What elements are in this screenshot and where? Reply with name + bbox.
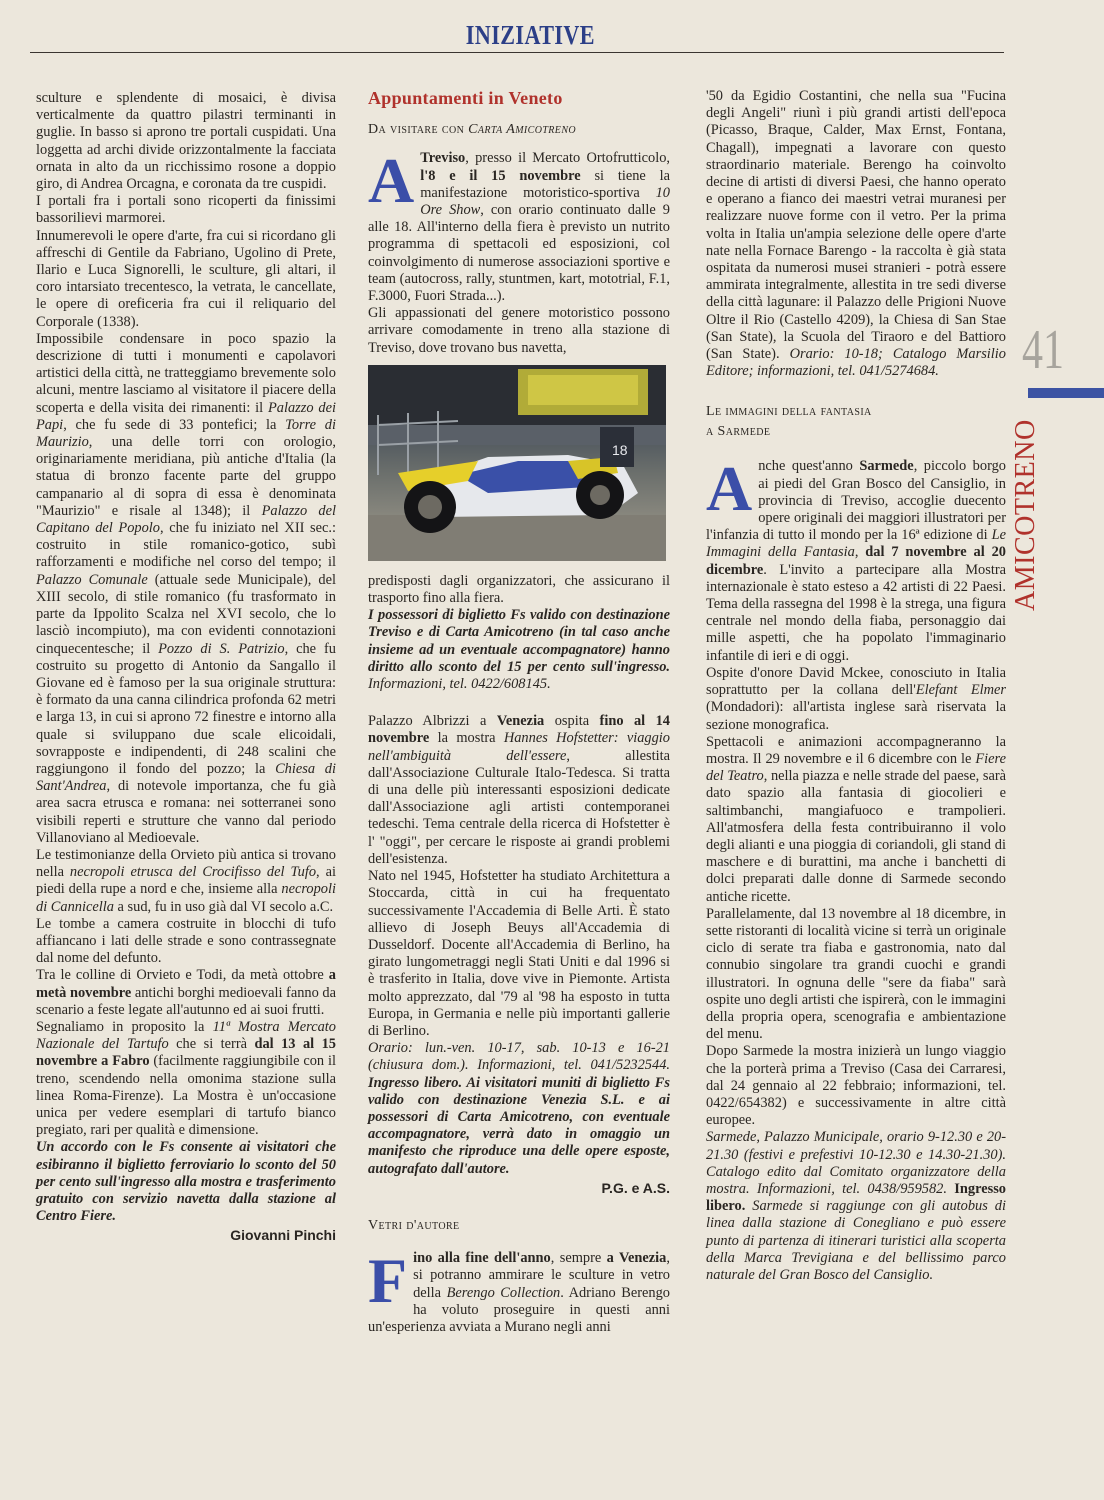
paragraph-bold-italic: Un accordo con le Fs consente ai visitatori che esibiranno il biglietto ferroviario lo sconto del 50 per cento sull'ingresso alla mostra e trasferimento gratuito con servizio navetta dalla stazione al Centro Fiere. xyxy=(36,1139,336,1225)
paragraph: Innumerevoli le opere d'arte, fra cui si ricordano gli affreschi di Gentile da Fabriano, Ugolino di Prete, Ilario e Luca Signorelli, le sculture, gli altari, il coro intarsiato trecentesco, la vetrata, le cancellate, le opere di oreficeria fra cui il reliquario del Corporale (1338). xyxy=(36,227,336,330)
drop-cap: A xyxy=(706,453,753,525)
column-2 xyxy=(368,90,670,1336)
paragraph: Segnaliamo in proposito la 11ª Mostra Mercato Nazionale del Tartufo che si terrà dal 13 al 15 novembre a Fabro (facilmente raggiungibile con il treno, scendendo nella omonima stazione sulla linea Roma-Firenze). La Mostra è un'occasione unica per vedere esemplari di tartufo bianco pregiato, rari per qualità e dimensione. xyxy=(36,1018,337,1139)
race-car-photo xyxy=(368,365,666,561)
paragraph: Le testimonianze della Orvieto più antica si trovano nella necropoli etrusca del Crocifisso del Tufo, ai piedi della rupe a nord e che, insieme alla necropoli di Cannicella a sud, fu in uso già dal VI secolo a.C. xyxy=(36,846,336,915)
paragraph: A Treviso, presso il Mercato Ortofrutticolo, l'8 e il 15 novembre si tiene la manifestazione motoristico-sportiva 10 Ore Show, con orario continuato dalle 9 alle 18. All'interno della fiera è previsto un nutrito programma di spettacoli ed esposizioni, col coinvolgimento di numerose associazioni sportive e team (autocross, rally, stuntmen, kart, mototrial, F.1, F.3000, Fuori Strada...). xyxy=(368,145,670,305)
paragraph: I portali fra i portali sono ricoperti da finissimi bassorilievi marmorei. xyxy=(36,193,336,227)
signature: P.G. e A.S. xyxy=(601,1179,670,1196)
paragraph: Le tombe a camera costruite in blocchi di tufo affiancano i lati delle strade e sono contrassegnate dal nome del defunto. xyxy=(36,915,336,967)
accent-bar xyxy=(1028,388,1104,398)
paragraph: Spettacoli e animazioni accompagneranno la mostra. Il 29 novembre e il 6 dicembre con le Fiere del Teatro, nella piazza e nelle strade del paese, sarà dato spazio alla fantasia di giocolieri e saltimbanchi, mangiafuoco e trampolieri. All'atmosfera della festa contribuiranno il volo degli alianti e una pioggia di coriandoli, gli stand di maschere e di burattini, ma anche i banchetti di dolci preparati dalle donne di Sarmede secondo antiche ricette. xyxy=(706,733,1007,905)
column-1 xyxy=(36,90,336,1245)
section-heading: Le immagini della fantasia a Sarmede xyxy=(706,404,872,440)
paragraph: predisposti dagli organizzatori, che assicurano il trasporto fino alla fiera. xyxy=(368,572,670,607)
paragraph: Anche quest'anno Sarmede, piccolo borgo ai piedi del Gran Bosco del Cansiglio, in provincia di Treviso, accoglie duecento opere originali dei maggiori illustratori per l'infanzia di tutto il mondo per la 16ª edizione di Le Immagini della Fantasia, dal 7 novembre al 20 dicembre. L'invito a partecipare alla Mostra internazionale è stato esteso a 42 artisti di 22 Paesi. Tema della rassegna del 1998 è la strega, una figura centrale nel mondo della fiaba, personaggio dai mille aspetti, che ha popolato l'immaginario infantile di ieri e di oggi. xyxy=(706,453,1006,664)
column-3 xyxy=(706,88,1006,1284)
section-title: INIZIATIVE xyxy=(465,20,596,50)
paragraph: Parallelamente, dal 13 novembre al 18 dicembre, in sette ristoranti di località vicine si terrà un originale ciclo di serate tra fiaba e gastronomia, nato dal connubio singolare tra grandi cuochi e grandi illustratori. In ognuna delle "sere da fiaba" sarà ospite uno degli artisti che ispirerà, con le immagini della propria opera, scenografia e ambientazione del menu. xyxy=(706,905,1006,1043)
article-title: Appuntamenti in Veneto xyxy=(368,88,563,108)
paragraph: Gli appassionati del genere motoristico possono arrivare comodamente in treno alla stazione di Treviso, dove trovano bus navetta, xyxy=(368,305,670,356)
paragraph: Palazzo Albrizzi a Venezia ospita fino al 14 novembre la mostra Hannes Hofstetter: viaggio nell'ambiguità dell'essere, allestita dall'Associazione Culturale Italo-Tedesca. Si tratta di una delle più interessanti esposizioni dedicate dall'Associazione agli artisti contemporanei tedeschi. Tema centrale della ricerca di Hofstetter è l' "oggi", per cercare le risposte ai grandi problemi dell'esistenza. xyxy=(368,713,670,867)
svg-text:18: 18 xyxy=(612,441,628,458)
paragraph: Tra le colline di Orvieto e Todi, da metà ottobre a metà novembre antichi borghi medioevali fanno da scenario a feste legate all'autunno ed ai suoi frutti. xyxy=(36,967,336,1018)
header-rule xyxy=(30,52,1004,53)
paragraph: Ospite d'onore David Mckee, conosciuto in Italia soprattutto per la collana dell'Elefant Elmer (Mondadori): all'artista inglese sarà riservata la sezione monografica. xyxy=(706,664,1006,733)
paragraph: Orario: lun.-ven. 10-17, sab. 10-13 e 16-21 (chiusura dom.). Informazioni, tel. 041/5232544. Ingresso libero. Ai visitatori muniti di biglietto Fs valido con destinazione Venezia S.L. e ai possessori di Carta Amicotreno, con eventuale accompagnatore, verrà dato in omaggio un manifesto che riproduce una delle opere esposte, autografato dall'autore. xyxy=(368,1040,670,1177)
paragraph: Nato nel 1945, Hofstetter ha studiato Architettura a Stoccarda, città in cui ha frequentato successivamente l'Accademia di Belle Arti. È stato allievo di Joseph Beuys all'Accademia di Dusseldorf. Docente all'Accademia di Berlino, ha girato lungometraggi negli Stati Uniti e dal 1996 si è trasferito in Italia, dove vive in Piemonte. Artista molto apprezzato, dal '79 al '98 ha esposto in tutta Europa, in Germania e nelle più importanti gallerie di Berlino. xyxy=(368,868,670,1039)
section-heading: Vetri d'autore xyxy=(368,1217,460,1233)
paragraph: Fino alla fine dell'anno, sempre a Venezia, si potranno ammirare le sculture in vetro della Berengo Collection. Adriano Berengo ha voluto proseguire in questi anni un'esperienza avviata a Murano negli anni xyxy=(368,1245,670,1335)
race-car-illustration xyxy=(368,365,666,561)
page-number: 41 xyxy=(1022,319,1064,381)
drop-cap: F xyxy=(368,1245,408,1317)
article-subtitle: Da visitare con Carta Amicotreno xyxy=(368,122,577,138)
magazine-section-label: AMICOTRENO xyxy=(1010,419,1041,611)
paragraph: Sarmede, Palazzo Municipale, orario 9-12.30 e 20-21.30 (festivi e prefestivi 10-12.30 e 14.30-21.30). Catalogo edito dal Comitato organizzatore della mostra. Informazioni, tel. 0438/959582. Ingresso libero. Sarmede si raggiunge con gli autobus di linea dalla stazione di Conegliano e può essere punto di partenza di itinerari turistici alla scoperta della Marca Trevigiana e del bellissimo parco naturale del Gran Bosco del Cansiglio. xyxy=(706,1129,1006,1283)
paragraph: sculture e splendente di mosaici, è divisa verticalmente da quattro pilastri terminanti in guglie. In basso si aprono tre portali cuspidati. Una loggetta ad archi divide orizzontalmente la facciata ornata in alto da un ricchissimo rosone a doppio giro, di Andrea Orcagna, e coronata da tre cuspidi. xyxy=(36,90,336,193)
drop-cap: A xyxy=(368,145,415,217)
paragraph: Dopo Sarmede la mostra inizierà un lungo viaggio che la porterà prima a Treviso (Casa dei Carraresi, dal 24 gennaio al 22 febbraio; informazioni, tel. 0422/654382) e successivamente in altre città europee. xyxy=(706,1043,1006,1129)
paragraph: Impossibile condensare in poco spazio la descrizione di tutti i monumenti e capolavori artistici della città, ne tratteggiamo brevemente solo alcuni, mentre lasciamo al visitatore il piacere della scoperta e della visita dei rimanenti: il Palazzo dei Papi, che fu sede di 33 pontefici; la Torre di Maurizio, una delle torri con orologio, originariamente meridiana, più antiche d'Italia (la statua di bronzo facente parte del gruppo campanario al di sopra di essa è denominata "Maurizio" e risale al 1348); il Palazzo del Capitano del Popolo, che fu iniziato nel XII sec.: costruito in stile romanico-gotico, subì rafforzamenti e modifiche nel corso del tempo; il Palazzo Comunale (attuale sede Municipale), del XIII secolo, di stile romanico (fu trasformato in parte da Ippolito Scalza nel XVI secolo, che lo lasciò incompiuto), ma con evidenti connotazioni cinquecentesche; il Pozzo di S. Patrizio, che fu costruito su progetto di Antonio da Sangallo il Giovane ed è famoso per la sua originale struttura: è formato da una canna cilindrica profonda 62 metri e larga 13, in cui si aprono 72 finestre e intorno alla quale si sviluppano due scale elicoidali, sovrapposte e indipendenti, di 248 scalini che raggiungono il fondo del pozzo; la Chiesa di Sant'Andrea, di notevole importanza, che fu già area sacra etrusca e romana: nei sotterranei sono visibili reperti e strutture che vanno dal periodo Villanoviano al Medioevale. xyxy=(36,330,336,846)
paragraph: '50 da Egidio Costantini, che nella sua "Fucina degli Angeli" riunì i più grandi artisti dell'epoca (Picasso, Braque, Calder, Max Ernst, Fontana, Chagall), impegnati a lavorare con questo straordinario materiale. Berengo ha coinvolto decine di artisti di diversi Paesi, che hanno operato e operano a fianco dei maestri vetrai muranesi per realizzare nuove forme con il vetro. Per la prima volta in Italia un'ampia selezione delle opere d'arte nate nella Fornace Barengo - la raccolta è già stata ospitata da numerosi musei stranieri - potrà essere ammirata integralmente, allestita in tre sedi diverse della città lagunare: il Palazzo delle Prigioni Nuove Oltre il Rio (Castello 4209), la Chiesa di San Stae (San State), la Scuola del Tiraoro e del Battioro (San State). Orario: 10-18; Catalogo Marsilio Editore; informazioni, tel. 041/5274684. xyxy=(706,88,1006,380)
signature: Giovanni Pinchi xyxy=(230,1227,336,1244)
paragraph: I possessori di biglietto Fs valido con destinazione Treviso e di Carta Amicotreno (in tal caso anche insieme ad un eventuale accompagnatore) hanno diritto allo sconto del 15 per cento sull'ingresso. Informazioni, tel. 0422/608145. xyxy=(368,607,670,693)
